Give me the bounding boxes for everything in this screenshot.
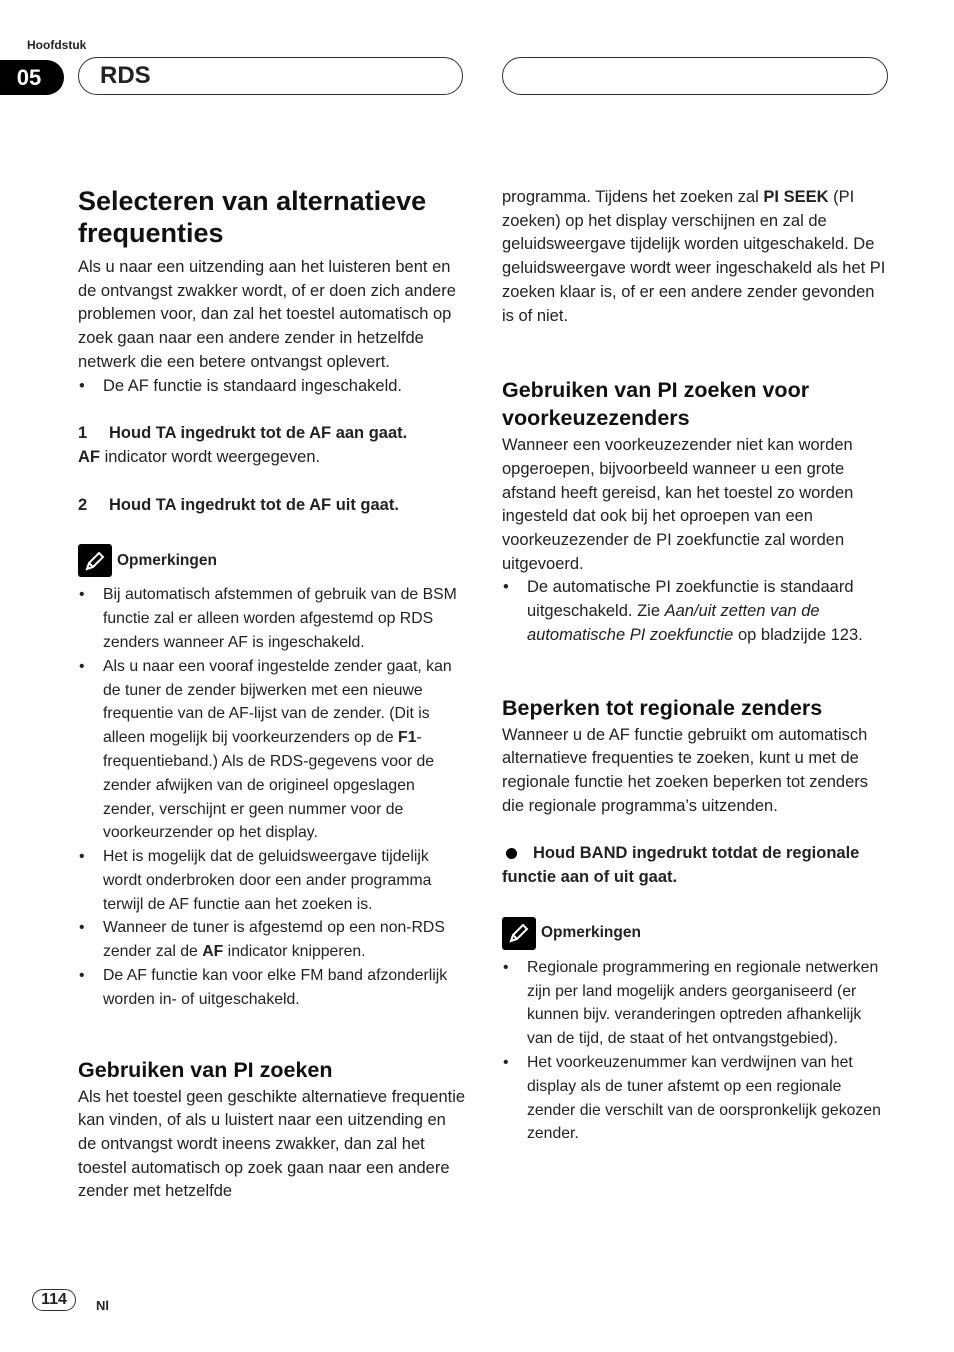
preset-bullet-text: op bladzijde 123. (733, 625, 863, 644)
pi-paragraph-continued (502, 186, 890, 328)
note-text: indicator knipperen. (223, 943, 366, 961)
step-number: 2 (78, 495, 88, 514)
note-text: Als u naar een vooraf ingestelde zender gaat, kan de tuner de zender bijwerken met een nieuwe frequentie van de AF-lijst van de zender. (Dit is alleen mogelijk bij voorkeurzenders op de (103, 657, 452, 747)
chapter-title: RDS (100, 62, 151, 89)
pi-text: (PI zoeken) op het display verschijnen en zal de geluidsweergave tijdelijk worden uitgeschakeld. De geluidsweergave wordt weer ingeschakeld als het PI zoeken klaar is, of er een andere zender gevonden is of niet. (502, 188, 886, 325)
pencil-icon (502, 917, 536, 950)
note-text: -frequentieband.) Als de RDS-gegevens voor de zender afwijken van de origineel opgeslagen zender, verschijnt er geen nummer voor de voorkeurzender op het display. (103, 729, 435, 842)
note-item: • Het voorkeuzenummer kan verdwijnen van het display als de tuner afstemt op een regionale zender die verschilt van de oorspronkelijk gekozen zender. (502, 1051, 890, 1146)
page-number: 114 (32, 1289, 76, 1311)
note-bold: F1 (398, 729, 417, 747)
pi-paragraph: Als het toestel geen geschikte alternatieve frequentie kan vinden, of als u luistert naar een uitzending en de ontvangst wordt ineens zwakker, dan zal het toestel automatisch op zoek gaan naar een andere zender met hetzelfde (78, 1087, 466, 1201)
notes-heading (502, 917, 890, 950)
preset-bullet (502, 576, 890, 647)
preset-bullet-text: De automatische PI zoekfunctie is standaard uitgeschakeld. Zie (527, 578, 854, 621)
step-2 (78, 494, 466, 518)
regional-step-text: Houd BAND ingedrukt totdat de regionale functie aan of uit gaat. (502, 844, 860, 887)
note-item (78, 655, 466, 845)
bullet-dot-icon (506, 848, 517, 859)
note-item: • Bij automatisch afstemmen of gebruik van de BSM functie zal er alleen worden afgestemd op RDS zenders wanneer AF is ingeschakeld. (78, 583, 466, 654)
note-item: • De AF functie kan voor elke FM band afzonderlijk worden in- of uitgeschakeld. (78, 964, 466, 1012)
left-column (78, 185, 466, 1204)
chapter-label: Hoofdstuk (27, 38, 87, 52)
pencil-icon (78, 544, 112, 577)
note-item (78, 916, 466, 964)
step-1-result-text: indicator wordt weergegeven. (100, 447, 321, 466)
right-column (502, 186, 890, 1146)
note-text: Wanneer de tuner is afgestemd op een non-RDS zender zal de (103, 919, 445, 961)
section-heading-pi: Gebruiken van PI zoeken (78, 1057, 333, 1082)
af-indicator-label: AF (78, 447, 100, 466)
af-default-bullet: • De AF functie is standaard ingeschakeld. (78, 375, 466, 399)
language-code: Nl (96, 1298, 109, 1313)
notes-title: Opmerkingen (541, 924, 641, 942)
regional-paragraph: Wanneer u de AF functie gebruikt om automatisch alternatieve frequenties te zoeken, kunt u met de regionale functie het zoeken beperken tot zenders die regionale programma’s uitzenden. (502, 725, 868, 815)
step-1-result (78, 446, 466, 470)
pi-text: programma. Tijdens het zoeken zal (502, 188, 764, 206)
step-number: 1 (78, 424, 88, 443)
cross-reference: Aan/uit zetten van de automatische PI zoekfunctie (527, 602, 820, 644)
section-heading-regional: Beperken tot regionale zenders (502, 695, 823, 720)
step-text: Houd TA ingedrukt tot de AF aan gaat. (109, 424, 408, 443)
preset-paragraph: Wanneer een voorkeuzezender niet kan worden opgeroepen, bijvoorbeeld wanneer u een grote afstand heeft gereisd, kan het toestel zo worden ingesteld dat ook bij het oproepen van een voorkeuzezender de PI zoekfunctie zal worden uitgevoerd. (502, 436, 854, 573)
pi-seek-label: PI SEEK (763, 188, 829, 206)
regional-step (502, 842, 890, 889)
notes-heading (78, 544, 466, 577)
note-bold: AF (202, 943, 224, 961)
header-frame-right (502, 57, 888, 95)
section-heading-af: Selecteren van alternatieve frequenties (78, 186, 427, 248)
step-text: Houd TA ingedrukt tot de AF uit gaat. (109, 495, 399, 514)
af-intro-paragraph: Als u naar een uitzending aan het luisteren bent en de ontvangst zwakker wordt, of er doen zich andere problemen voor, dan zal het toestel automatisch op zoek gaan naar een andere zender in hetzelfde netwerk die een betere ontvangst oplevert. (78, 258, 456, 371)
section-heading-preset: Gebruiken van PI zoeken voor voorkeuzezenders (502, 378, 810, 431)
note-item: • Regionale programmering en regionale netwerken zijn per land mogelijk anders georganiseerd (er kunnen bijv. veranderingen optreden afhankelijk van de tijd, de staat of het ontvangstgebied). (502, 956, 890, 1051)
chapter-number-tab: 05 (0, 60, 64, 95)
note-item: • Het is mogelijk dat de geluidsweergave tijdelijk wordt onderbroken door een ander programma terwijl de AF functie aan het zoeken is. (78, 845, 466, 916)
step-1 (78, 422, 466, 446)
notes-title: Opmerkingen (117, 551, 217, 569)
